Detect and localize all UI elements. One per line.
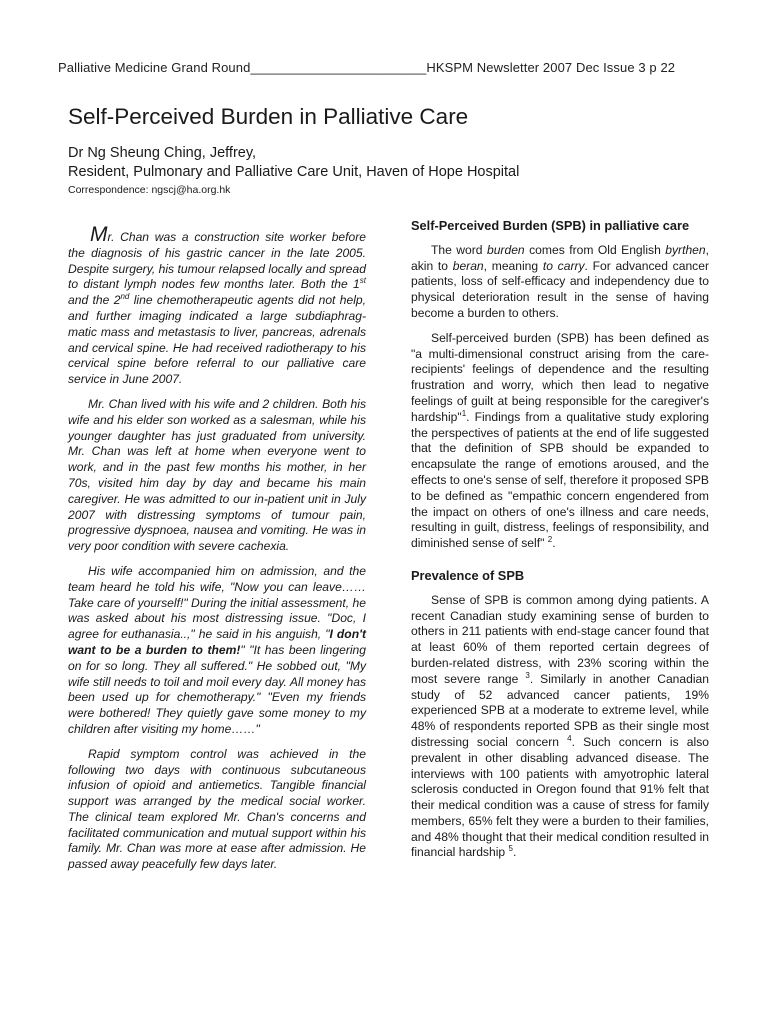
italic-term: to carry [542,258,585,273]
author-name: Dr Ng Sheung Ching, Jeffrey, [68,145,257,161]
body-text: The word [431,242,487,257]
citation-superscript: 4 [567,733,572,743]
section-heading-spb: Self-Perceived Burden (SPB) in palliative care [411,218,690,233]
body-text: , akin to [411,242,709,273]
page-header [58,60,718,75]
prevalence-paragraph [411,593,709,862]
body-text: . [552,536,556,551]
case-text: " "It has been lingering on for so long. They all suffered." He sobbed out, "My wife still needs to toil and moil every day. All money has been used up for chemotherapy." "Even my friends were bothered! They quietly gave some money to my children after visiting my home……" [68,642,366,736]
case-paragraph-3 [68,564,366,738]
case-text: r. Chan was a construction site worker before the diagnosis of his gastric cancer in the late 2005. Despite surgery, his tumour relapsed locally and spread to distant lymph nodes few months later. Both the 1 [68,230,366,292]
body-text: . Such concern is also prevalent in other disabling advanced disease. The interviews with 100 patients with amyotrophic lateral sclerosis conducted in Oregon found that 91% felt that their medical condition was a cause of stress for family members, 65% felt they were a burden to their families, and 48% thought that their medical condition resulted in financial hardship [411,734,709,860]
case-paragraph-4: Rapid symptom control was achieved in the following two days with continuous subcutaneous infusion of opioid and antiemetics. Tangible financial support was arranged by the medical social worker. The clinical team explored Mr. Chan's concerns and facilitated communication and mutual support within his family. Mr. Chan was more at ease after admission. He passed away peacefully few days later. [68,746,366,872]
header-rule: ________________________ [250,60,427,75]
author-affiliation: Resident, Pulmonary and Palliative Care Unit, Haven of Hope Hospital [68,164,520,180]
italic-term: byrthen [665,242,706,257]
case-paragraph-2: Mr. Chan lived with his wife and 2 children. Both his wife and his elder son worked as a salesman, while his younger daughter has just graduated from university. Mr. Chan was left at home when everyone went to work, and in the past few months his mother, in her 70s, visited him day by day and became his main caregiver. He was admitted to our in-patient unit in July 2007 with distressing symptoms of tumour pain, progressive dyspnoea, nausea and vomiting. He was in very poor condition with severe cachexia. [68,396,366,554]
right-column [411,218,709,870]
spb-paragraph-1 [411,243,709,322]
header-issue-info: HKSPM Newsletter 2007 Dec Issue 3 p 22 [426,60,676,75]
correspondence-line: Correspondence: ngscj@ha.org.hk [68,184,231,196]
case-text: and the 2 [68,293,121,308]
citation-superscript: 1 [461,408,467,418]
case-text: line chemotherapeutic agents did not help, and further imaging indicated a large subdiaphrag-matic mass and metastasis to liver, pancreas, adrenals and cervical spine. He had received radiotherapy to his cervical spine before referral to our palliative care service in June 2007. [68,293,367,387]
body-text: . [512,845,517,860]
body-text: . Similarly in another Canadian study of 52 advanced cancer patients, 19% experienced SPB at a moderate to extreme level, while 48% of respondents reported SPB as their single most distressing social concern [411,671,709,749]
italic-term: beran [452,258,484,273]
section-heading-prevalence: Prevalence of SPB [411,567,525,583]
citation-superscript: 5 [508,844,513,854]
case-paragraph-1 [68,223,367,388]
italic-term: burden [486,242,525,257]
left-column [68,223,367,882]
case-text: His wife accompanied him on admission, and the team heard he told his wife, "Now you can leave…… Take care of yourself!" During the initial assessment, he was asked about his most distressing issue. "Doc, I agree for euthanasia..," he said in his anguish, " [68,563,366,642]
body-text: . Findings from a qualitative study exploring the perspectives of patients at the end of life suggested that the definition of SPB should be expanded to encapsulate the range of emotions aroused, and the effects to one's sense of self, therefore it proposed SPB to be defined as "empathic concern engendered from the impact on others of one's illness and care needs, resulting in guilt, distress, feelings of responsibility, and diminished sense of self" [411,409,709,551]
body-text: Self-perceived burden (SPB) has been defined as "a multi-dimensional construct arising from the care-recipients' feelings of dependence and the resulting frustration and worry, which then lead to negative feelings of guilt at being responsible for the caregiver's hardship" [411,330,709,424]
drop-cap: M [90,223,108,246]
body-text: . For advanced cancer patients, loss of self-efficacy and independency due to physical deterioration result in the sense of having become a burden to others. [411,258,709,320]
spb-paragraph-2 [411,331,709,552]
body-text: Sense of SPB is common among dying patients. A recent Canadian study examining sense of burden to others in 211 patients with end-stage cancer found that at least 60% of them reported certain degrees of burden-related distress, with 23% scoring within the most severe range [411,592,709,686]
article-title: Self-Perceived Burden in Palliative Care [68,104,469,129]
citation-superscript: 3 [525,670,530,680]
body-text: comes from Old English [524,242,666,257]
body-text: , meaning [483,258,543,273]
header-section-name: Palliative Medicine Grand Round [58,60,251,75]
citation-superscript: 2 [547,535,553,545]
emphasized-quote: I don't want to be a burden to them! [68,627,366,657]
author-block [68,144,519,182]
superscript: nd [120,292,130,302]
superscript: st [359,276,366,286]
